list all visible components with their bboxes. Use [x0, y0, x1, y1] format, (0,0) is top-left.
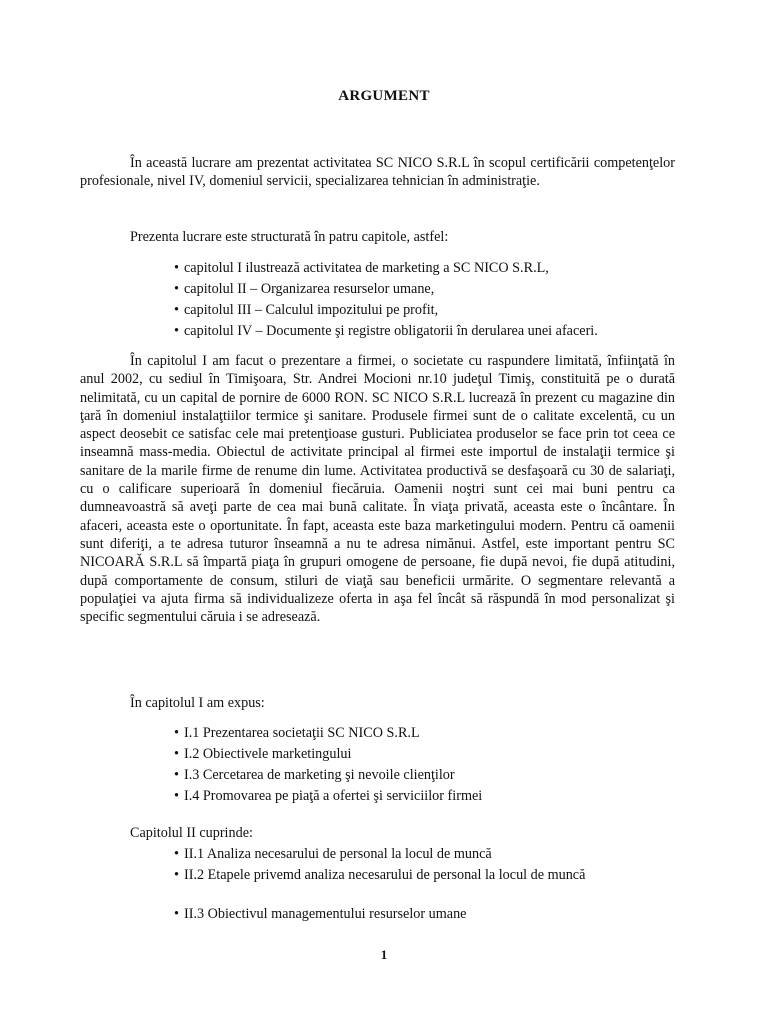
bullet-icon: •: [174, 302, 179, 318]
chapter2-items-list: [174, 844, 585, 886]
chapter1-items-list: [174, 723, 482, 807]
list-item: • II.2 Etapele privemd analiza necesarului de personal la locul de muncă: [174, 865, 585, 886]
chapter1-paragraph: În capitolul I am facut o prezentare a firmei, o societate cu raspundere limitată, înfiinţată în anul 2002, cu sediul în Timişoara, Str. Andrei Mocioni nr.10 judeţul Timiş, constituită pe o durată nelimitată, cu un capital de pornire de 6000 RON. SC NICO S.R.L lucrează în prezent cu magazine din ţară în domeniul instalaţtiilor termice şi sanitare. Produsele firmei sunt de o calitate excelentă, cu un aspect deosebit ce satisfac cele mai pretenţioase gusturi. Publiciatea produselor se face prin tot ceea ce inseamnă mass-media. Obiectul de activitate principal al firmei este importul de instalaţii termice şi sanitare de la marile firme de renume din lume. Activitatea productivă se desfaşoară cu 30 de salariaţi, cu o calificare superioară în domeniul fiecăruia. Oamenii noştri sunt cei mai buni pentru ca dumneavoastră să aveţi parte de cea mai bună calitate. În viaţa privată, aceasta este o încântare. În afaceri, aceasta este o oportunitate. În fapt, aceasta este baza marketingului modern. Pentru că oamenii sunt diferiţi, a te adresa tuturor înseamnă a nu te adresa nimănui. Astfel, este important pentru SC NICOARĂ S.R.L să împartă piaţa în grupuri omogene de persoane, fie după nevoi, fie după atitudini, după comportamente de consum, stiluri de viaţă sau beneficii urmărite. O segmentare relevantă a populaţiei va ajuta firma să individualizeze oferta in aşa fel încât să răspundă în mod personalizat şi specific segmentului căruia i se adresează.: [80, 353, 675, 626]
list-item: • I.2 Obiectivele marketingului: [174, 744, 482, 765]
list-item: • capitolul I ilustrează activitatea de marketing a SC NICO S.R.L,: [174, 258, 598, 279]
intro-paragraph: În această lucrare am prezentat activitatea SC NICO S.R.L în scopul certificării competenţelor profesionale, nivel IV, domeniul servicii, specializarea tehnician în administraţie.: [80, 155, 675, 190]
bullet-icon: •: [174, 867, 179, 883]
bullet-icon: •: [174, 846, 179, 862]
list-item: • II.1 Analiza necesarului de personal la locul de muncă: [174, 844, 585, 865]
chapter1-exposed-intro: În capitolul I am expus:: [130, 695, 265, 711]
bullet-icon: •: [174, 906, 179, 922]
page-number: 1: [380, 947, 388, 962]
bullet-icon: •: [174, 725, 179, 741]
list-item: • I.1 Prezentarea societaţii SC NICO S.R.L: [174, 723, 482, 744]
bullet-icon: •: [174, 323, 179, 339]
list-item: • capitolul II – Organizarea resurselor umane,: [174, 279, 598, 300]
list-item: • I.3 Cercetarea de marketing şi nevoile clienţilor: [174, 765, 482, 786]
bullet-icon: •: [174, 788, 179, 804]
chapters-list: [174, 258, 598, 342]
chapter2-intro: Capitolul II cuprinde:: [130, 825, 253, 841]
chapter2-items-list-continued: [174, 904, 466, 925]
page-title: ARGUMENT: [338, 88, 430, 104]
bullet-icon: •: [174, 746, 179, 762]
list-item: • capitolul III – Calculul impozitului pe profit,: [174, 300, 598, 321]
bullet-icon: •: [174, 281, 179, 297]
list-item: • II.3 Obiectivul managementului resurselor umane: [174, 904, 466, 925]
structure-intro: Prezenta lucrare este structurată în patru capitole, astfel:: [130, 229, 449, 245]
bullet-icon: •: [174, 767, 179, 783]
list-item: • capitolul IV – Documente şi registre obligatorii în derularea unei afaceri.: [174, 321, 598, 342]
list-item: • I.4 Promovarea pe piaţă a ofertei şi serviciilor firmei: [174, 786, 482, 807]
bullet-icon: •: [174, 260, 179, 276]
